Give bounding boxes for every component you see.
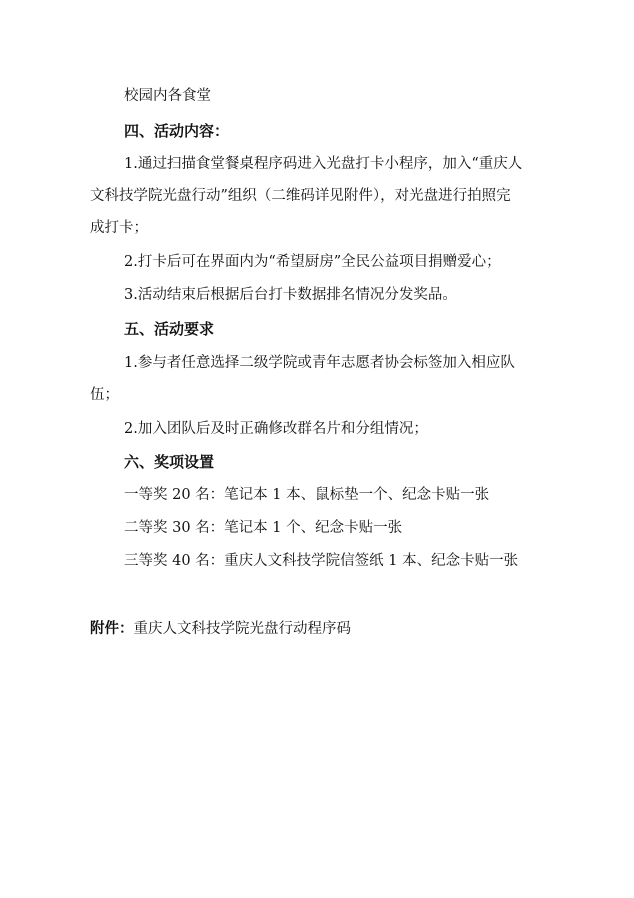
prize-first: 一等奖 20 名：笔记本 1 本、鼠标垫一个、纪念卡贴一张 [124,487,490,503]
section5-item1-line2: 伍； [90,387,119,403]
section5-item1-line1: 1.参与者任意选择二级学院或青年志愿者协会标签加入相应队 [124,355,515,371]
section4-item2: 2.打卡后可在界面内为“希望厨房”全民公益项目捐赠爱心； [124,254,501,270]
venue-line: 校园内各食堂 [124,88,211,104]
section4-item1-line2: 文科技学院光盘行动”组织（二维码详见附件），对光盘进行拍照完 [90,188,511,204]
section5-item2: 2.加入团队后及时正确修改群名片和分组情况； [124,421,428,437]
section4-item3: 3.活动结束后根据后台打卡数据排名情况分发奖品。 [124,287,457,303]
attachment-label: 附件： [90,621,134,637]
section6-heading: 六、奖项设置 [124,453,215,471]
section5-heading: 五、活动要求 [124,320,215,338]
prize-third: 三等奖 40 名：重庆人文科技学院信签纸 1 本、纪念卡贴一张 [124,553,519,569]
attachment-line [90,619,550,639]
section4-item1-line1: 1.通过扫描食堂餐桌程序码进入光盘打卡小程序，加入“重庆人 [124,156,523,172]
prize-second: 二等奖 30 名：笔记本 1 个、纪念卡贴一张 [124,520,403,536]
attachment-text: 重庆人文科技学院光盘行动程序码 [133,621,351,637]
section4-heading: 四、活动内容： [124,122,230,140]
section4-item1-line3: 成打卡； [90,220,148,236]
